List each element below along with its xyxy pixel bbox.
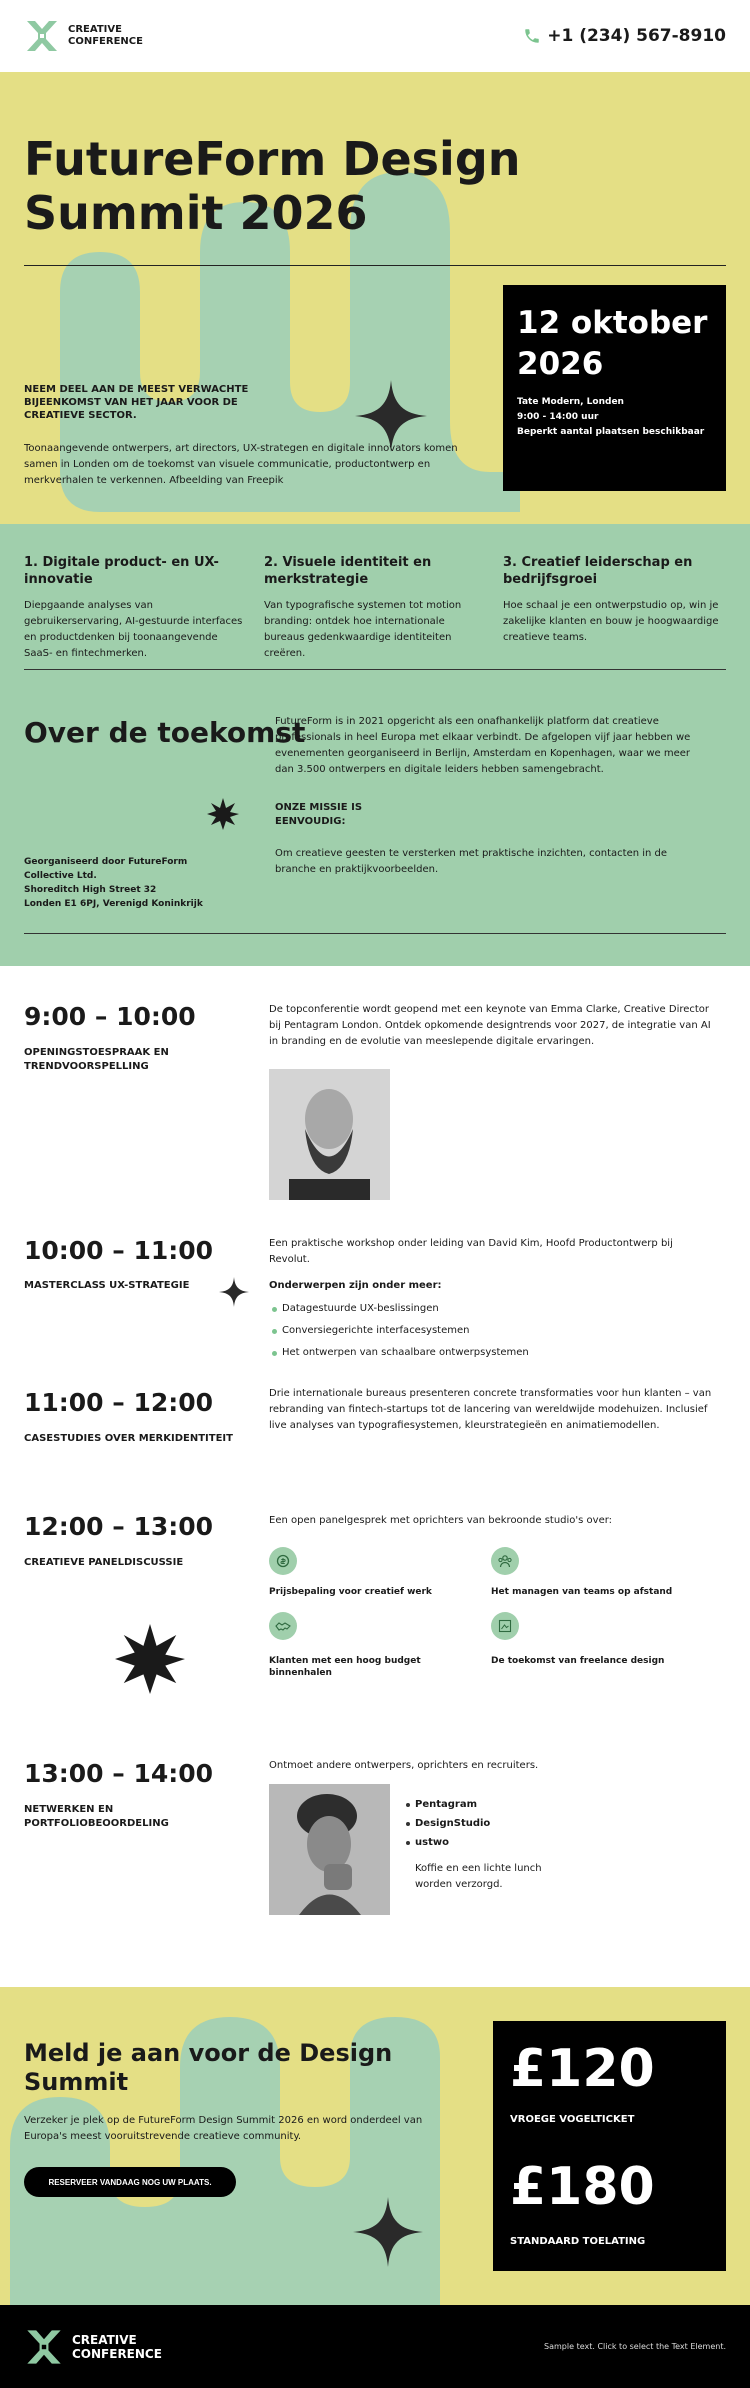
- topics-section: [0, 524, 750, 966]
- slot-title: MASTERCLASS UX-STRATEGIE: [24, 1280, 190, 1291]
- mission-heading: ONZE MISSIE IS EENVOUDIG:: [275, 802, 363, 827]
- topic-card: [503, 554, 723, 646]
- coin-icon: [269, 1547, 297, 1575]
- logo-text: [72, 2333, 182, 2361]
- logo[interactable]: [24, 18, 158, 54]
- topic-text: Hoe schaal je een ontwerpstudio op, win je zakelijke klanten en bouw je hoogwaardige creatieve teams.: [503, 600, 719, 643]
- site-header: [0, 0, 750, 72]
- slot-time: 9:00 – 10:00: [24, 1002, 196, 1031]
- slot-description: Een open panelgesprek met oprichters van bekroonde studio's over:: [269, 1515, 613, 1526]
- hero-title: FutureForm Design Summit 2026: [24, 132, 521, 240]
- hero-divider: [24, 265, 726, 266]
- speaker-photo: [269, 1069, 390, 1200]
- about-text: FutureForm is in 2021 opgericht als een onafhankelijk platform dat creatieve professionals in heel Europa met elkaar verbindt. De afgelopen vijf jaar hebben we evenementen georganiseerd in Berlijn, Amsterdam en Kopenhagen, waar we meer dan 3.500 ontwerpers en digitale leiders hebben samengebracht.: [275, 716, 691, 775]
- topic-title: 3. Creatief leiderschap en bedrijfsgroei: [503, 555, 693, 587]
- attendee-photo: [269, 1784, 390, 1915]
- panel-topic: Prijsbepaling voor creatief werk: [269, 1587, 432, 1597]
- people-icon: [491, 1547, 519, 1575]
- topic-title: 1. Digitale product- en UX-innovatie: [24, 555, 219, 587]
- event-seats: Beperkt aantal plaatsen beschikbaar: [517, 427, 705, 437]
- cta-section: [0, 1987, 750, 2305]
- slot-time: 11:00 – 12:00: [24, 1388, 214, 1417]
- cta-text: Verzeker je plek op de FutureForm Design Summit 2026 en word onderdeel van Europa's meest vooruitstrevende creatieve community.: [24, 2115, 423, 2142]
- slot-title: CREATIEVE PANELDISCUSSIE: [24, 1557, 184, 1568]
- studio-item: Pentagram: [415, 1799, 478, 1810]
- organizer-info: [24, 855, 224, 911]
- topic-text: Diepgaande analyses van gebruikerservaring, AI-gestuurde interfaces en productdenken bij toonaangevende SaaS- en fintechmerken.: [24, 600, 243, 659]
- studio-item: ustwo: [415, 1837, 449, 1848]
- panel-topic: De toekomst van freelance design: [491, 1656, 665, 1666]
- design-icon: [491, 1612, 519, 1640]
- slot-description: Drie internationale bureaus presenteren concrete transformaties voor hun klanten – van rebranding van fintech-startups tot de lancering van wereldwijde modehuizen. Inclusief live analyses van typografiesystemen, kleurstrategieën en animatiemodellen.: [269, 1388, 712, 1431]
- phone-number: +1 (234) 567-8910: [547, 26, 726, 46]
- hero-description: Toonaangevende ontwerpers, art directors, UX-strategen en digitale innovators komen samen in Londen om de toekomst van visuele communicatie, productontwerp en merkverhalen te verkennen. Afbeelding van Freepik: [24, 443, 458, 486]
- about-title: Over de toekomst: [24, 716, 306, 749]
- slot-description: Een praktische workshop onder leiding van David Kim, Hoofd Productontwerp bij Revolut.: [269, 1238, 673, 1265]
- logo-line1: CREATIVE: [68, 24, 122, 35]
- phone-icon: [523, 27, 541, 45]
- panel-topic: Het managen van teams op afstand: [491, 1587, 673, 1597]
- hero-section: [0, 72, 750, 524]
- slot-title: OPENINGSTOESPRAAK EN TRENDVOORSPELLING: [24, 1047, 169, 1072]
- price-standard: £180: [510, 2157, 655, 2217]
- org-city: Londen E1 6PJ, Verenigd Koninkrijk: [24, 899, 203, 909]
- slot-title: NETWERKEN EN PORTFOLIOBEOORDELING: [24, 1804, 169, 1829]
- cta-title: Meld je aan voor de Design Summit: [24, 2039, 393, 2096]
- slot-title: CASESTUDIES OVER MERKIDENTITEIT: [24, 1433, 233, 1444]
- price-standard-label: STANDAARD TOELATING: [510, 2236, 646, 2247]
- slot-description: Ontmoet andere ontwerpers, oprichters en recruiters.: [269, 1760, 539, 1771]
- date-card: [503, 285, 726, 491]
- site-footer: [0, 2305, 750, 2388]
- event-info: [517, 395, 712, 440]
- pricing-card: [493, 2021, 726, 2271]
- handshake-icon: [269, 1612, 297, 1640]
- slot-time: 10:00 – 11:00: [24, 1236, 214, 1265]
- section-divider: [24, 669, 726, 670]
- topics-heading: Onderwerpen zijn onder meer:: [269, 1280, 442, 1291]
- event-venue: Tate Modern, Londen: [517, 397, 624, 407]
- mission-text: Om creatieve geesten te versterken met praktische inzichten, contacten in de branche en praktijkvoorbeelden.: [275, 848, 668, 875]
- studio-item: DesignStudio: [415, 1818, 491, 1829]
- price-early: £120: [510, 2039, 655, 2099]
- event-date: 12 oktober 2026: [517, 305, 708, 382]
- schedule-section: [0, 966, 750, 1987]
- list-item: Datagestuurde UX-beslissingen: [282, 1303, 439, 1314]
- topic-card: [264, 554, 484, 662]
- slot-time: 12:00 – 13:00: [24, 1512, 214, 1541]
- logo-line2: CONFERENCE: [72, 2346, 162, 2361]
- phone-link[interactable]: [523, 26, 726, 46]
- topic-card: [24, 554, 244, 662]
- starburst-icon: [207, 798, 239, 830]
- slot-time: 13:00 – 14:00: [24, 1759, 214, 1788]
- logo-line1: CREATIVE: [72, 2332, 137, 2347]
- list-item: Het ontwerpen van schaalbare ontwerpsystemen: [282, 1347, 529, 1358]
- hero-eyebrow: NEEM DEEL AAN DE MEEST VERWACHTE BIJEENKOMST VAN HET JAAR VOOR DE CREATIEVE SECTOR.: [24, 384, 249, 421]
- event-hours: 9:00 - 14:00 uur: [517, 412, 599, 422]
- logo-text: [68, 24, 158, 48]
- slot-description: De topconferentie wordt geopend met een keynote van Emma Clarke, Creative Director bij Pentagram London. Ontdek opkomende designtrends voor 2027, de integratie van AI in branding en de evolutie van meeslepende digitale ervaringen.: [269, 1004, 711, 1047]
- x-logo-icon: [24, 18, 60, 54]
- list-item: Conversiegerichte interfacesystemen: [282, 1325, 470, 1336]
- section-divider: [24, 933, 726, 934]
- org-name: Georganiseerd door FutureForm Collective Ltd.: [24, 857, 188, 881]
- sparkle-icon: [219, 1277, 249, 1307]
- reserve-button[interactable]: RESERVEER VANDAAG NOG UW PLAATS.: [24, 2167, 236, 2197]
- logo-line2: CONFERENCE: [68, 36, 143, 47]
- panel-topic: Klanten met een hoog budget binnenhalen: [269, 1656, 421, 1678]
- catering-note: Koffie en een lichte lunch worden verzorgd.: [415, 1863, 542, 1890]
- price-early-label: VROEGE VOGELTICKET: [510, 2114, 635, 2125]
- topic-text: Van typografische systemen tot motion branding: ontdek hoe internationale bureaus gedenkwaardige identiteiten creëren.: [264, 600, 462, 659]
- starburst-icon: [115, 1624, 185, 1694]
- org-street: Shoreditch High Street 32: [24, 885, 157, 895]
- sparkle-icon: [353, 2197, 423, 2267]
- footer-note: Sample text. Click to select the Text Element.: [544, 2342, 726, 2351]
- topic-title: 2. Visuele identiteit en merkstrategie: [264, 555, 432, 587]
